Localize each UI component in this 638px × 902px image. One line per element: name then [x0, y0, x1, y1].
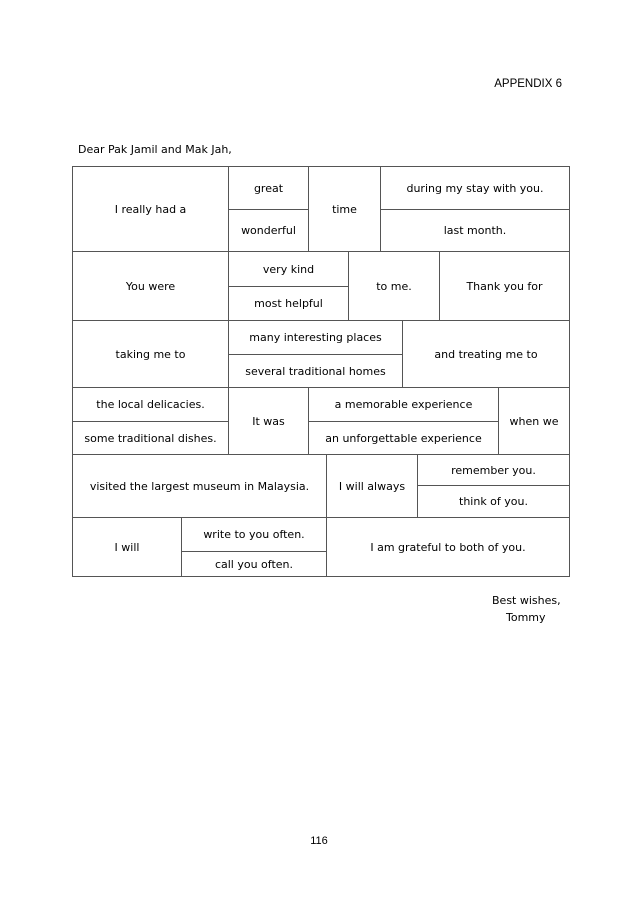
- page-number: 116: [310, 835, 328, 847]
- row1-cell1: I really had a: [72, 166, 229, 252]
- row4-cell3b: an unforgettable experience: [308, 421, 499, 455]
- row1-cell2b: wonderful: [228, 209, 309, 252]
- row5-cell2: I will always: [326, 454, 418, 518]
- row1-cell4b: last month.: [380, 209, 570, 252]
- row6-cell2b: call you often.: [181, 551, 327, 577]
- row3-cell1: taking me to: [72, 320, 229, 388]
- row1-cell2a: great: [228, 166, 309, 210]
- row3-cell2b: several traditional homes: [228, 354, 403, 388]
- row1-cell4a: during my stay with you.: [380, 166, 570, 210]
- row3-cell2a: many interesting places: [228, 320, 403, 355]
- appendix-label: APPENDIX 6: [494, 78, 562, 90]
- row4-cell4: when we: [498, 387, 570, 455]
- row2-cell4: Thank you for: [439, 251, 570, 321]
- row2-cell2a: very kind: [228, 251, 349, 287]
- closing: Best wishes,: [492, 594, 561, 607]
- row4-cell1b: some traditional dishes.: [72, 421, 229, 455]
- row6-cell3: I am grateful to both of you.: [326, 517, 570, 577]
- signature: Tommy: [506, 611, 546, 624]
- row2-cell1: You were: [72, 251, 229, 321]
- row4-cell3a: a memorable experience: [308, 387, 499, 422]
- row1-cell3: time: [308, 166, 381, 252]
- row5-cell3a: remember you.: [417, 454, 570, 486]
- row2-cell2b: most helpful: [228, 286, 349, 321]
- row6-cell1: I will: [72, 517, 182, 577]
- row6-cell2a: write to you often.: [181, 517, 327, 552]
- row5-cell1: visited the largest museum in Malaysia.: [72, 454, 327, 518]
- row2-cell3: to me.: [348, 251, 440, 321]
- row4-cell1a: the local delicacies.: [72, 387, 229, 422]
- row3-cell3: and treating me to: [402, 320, 570, 388]
- salutation: Dear Pak Jamil and Mak Jah,: [78, 143, 232, 156]
- row5-cell3b: think of you.: [417, 485, 570, 518]
- row4-cell2: It was: [228, 387, 309, 455]
